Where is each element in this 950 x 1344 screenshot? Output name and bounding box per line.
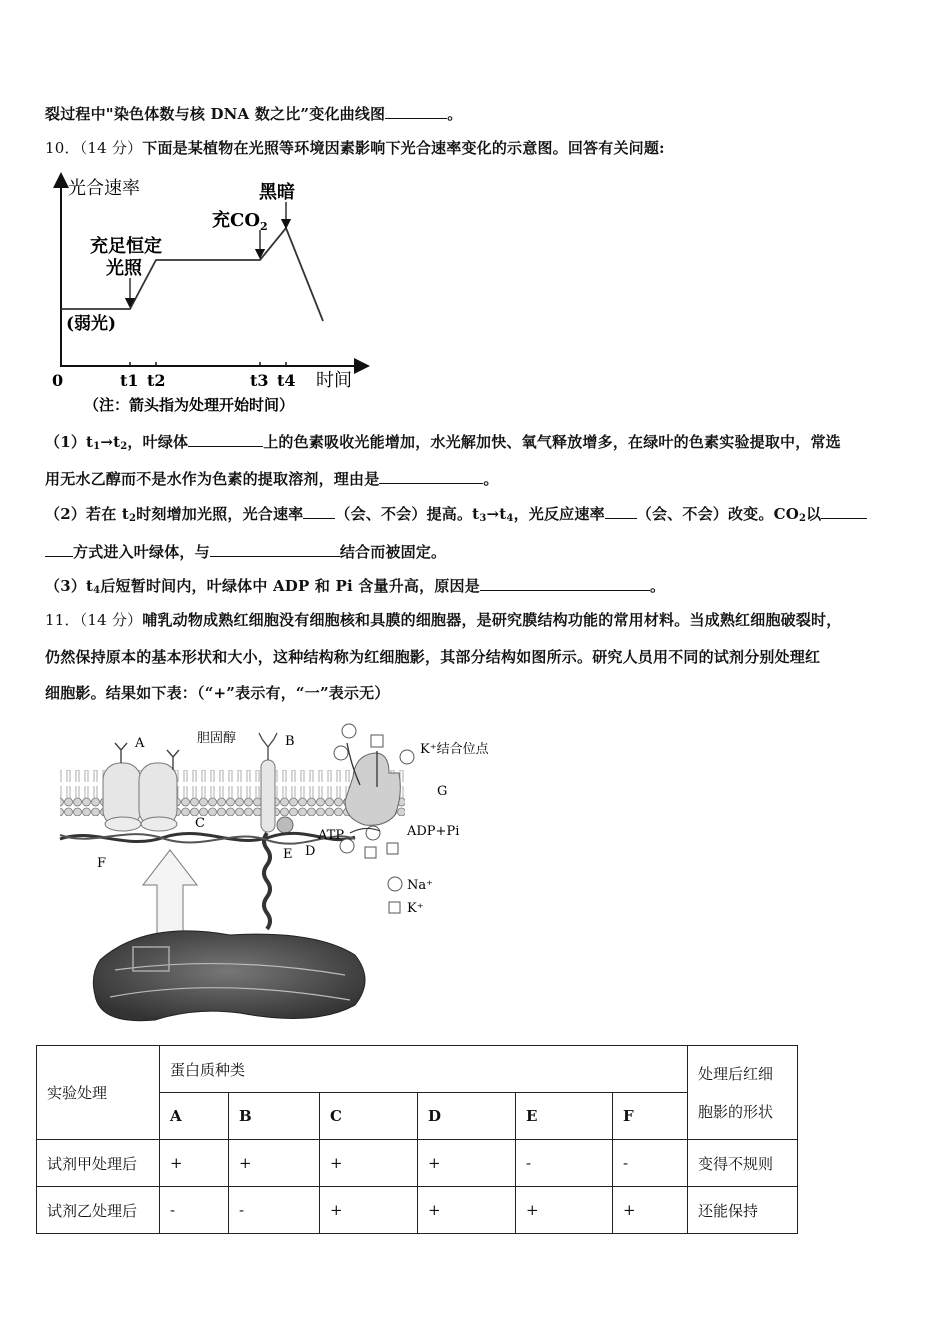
cell: + (418, 1140, 516, 1187)
answer-blank[interactable] (210, 542, 340, 557)
cell: + (320, 1187, 418, 1234)
q10-part2-line2: 方式进入叶绿体，与 结合而被固定。 (45, 541, 446, 562)
cell: + (516, 1187, 613, 1234)
tick-label-t1: t1 (120, 371, 139, 390)
row-name: 试剂甲处理后 (37, 1140, 160, 1187)
answer-blank[interactable] (188, 432, 263, 447)
label-a: A (135, 736, 145, 751)
annotation-co2: 充$CO_2$ (212, 210, 268, 233)
cell: - (229, 1187, 320, 1234)
answer-blank[interactable] (45, 542, 73, 557)
label-adp: ADP+Pi (407, 824, 460, 839)
cell: - (613, 1140, 688, 1187)
cell: - (160, 1187, 229, 1234)
annotation-light-1: 充足恒定 (90, 236, 162, 257)
cell: + (418, 1187, 516, 1234)
row-name: 试剂乙处理后 (37, 1187, 160, 1234)
col-b: B (229, 1093, 320, 1140)
y-axis-label: 光合速率 (68, 178, 140, 199)
q10-stem: 10．（14 分）下面是某植物在光照等环境因素影响下光合速率变化的示意图。回答有关问题: (45, 139, 665, 157)
label-k-site: K⁺结合位点 (420, 742, 489, 757)
col-a: A (160, 1093, 229, 1140)
answer-blank[interactable] (385, 104, 447, 119)
col-f: F (613, 1093, 688, 1140)
legend-na-label: Na⁺ (407, 878, 433, 893)
protein-c-2 (141, 817, 177, 831)
red-cell-ghost (93, 931, 365, 1021)
q10-part1-line1: $(1)t_1\to t_2$，叶绿体 上的色素吸收光能增加，水光解加快、氧气释放增多，在绿叶的色素实验提取中，常选 (45, 433, 841, 452)
answer-blank[interactable] (605, 504, 637, 519)
header-protein: 蛋白质种类 (160, 1046, 688, 1093)
label-c: C (195, 816, 205, 831)
answer-blank[interactable] (480, 576, 650, 591)
label-b: B (285, 734, 295, 749)
answer-blank[interactable] (379, 469, 483, 484)
q11-stem-line1: 11．（14 分）哺乳动物成熟红细胞没有细胞核和具膜的细胞器，是研究膜结构功能的常用材料。当成熟红细胞破裂时， (45, 611, 842, 629)
protein-g-pump (345, 753, 400, 825)
legend-k-label: K⁺ (407, 901, 424, 916)
header-shape: 处理后红细 胞影的形状 (688, 1046, 798, 1140)
q11-stem-line2: 仍然保持原本的基本形状和大小，这种结构称为红细胞影，其部分结构如图所示。研究人员用不同的试剂分别处理红 (45, 648, 821, 666)
q10-part1-line2: 用无水乙醇而不是水作为色素的提取溶剂，理由是 。 (45, 470, 499, 488)
cell: + (160, 1140, 229, 1187)
q10-part2-line1: （2）若在 $t_2$时刻增加光照，光合速率 （会、不会）提高。$t_3\to t_4$，光反应速率 （会、不会）改变。$CO_2$以 (45, 503, 867, 524)
cell: + (229, 1140, 320, 1187)
label-f: F (97, 856, 107, 871)
table-row (37, 1187, 798, 1234)
col-c: C (320, 1093, 418, 1140)
x-axis-label: 时间 (316, 370, 352, 391)
figure-note: （注：箭头指为处理开始时间） (84, 396, 295, 414)
origin-label: 0 (52, 371, 64, 390)
protein-d (277, 817, 293, 833)
table-row (37, 1140, 798, 1187)
answer-blank[interactable] (821, 504, 867, 519)
legend-na-symbol (388, 877, 402, 891)
label-d: D (305, 844, 316, 859)
q11-stem-line3: 细胞影。结果如下表：（“+”表示有，“一”表示无） (45, 684, 390, 702)
label-e: E (283, 847, 293, 862)
q10-part3: $(3)t_4$后短暂时间内，叶绿体中 ADP 和 Pi 含量升高，原因是 。 (45, 577, 666, 596)
header-treatment: 实验处理 (37, 1046, 160, 1140)
tick-label-t3: t3 (250, 371, 269, 390)
results-table (36, 1045, 798, 1234)
shape-cell: 变得不规则 (688, 1140, 798, 1187)
annotation-weak-light: (弱光) (66, 314, 117, 334)
photosynthesis-rate-chart (40, 172, 380, 422)
protein-b (261, 760, 275, 832)
cell: - (516, 1140, 613, 1187)
line-q9-tail: 裂过程中"染色体数与核 DNA 数之比”变化曲线图 。 (45, 105, 463, 123)
tick-label-t4: t4 (277, 371, 296, 390)
annotation-light-2: 光照 (106, 258, 142, 279)
col-d: D (418, 1093, 516, 1140)
answer-blank[interactable] (303, 504, 335, 519)
cell: + (613, 1187, 688, 1234)
annotation-dark: 黑暗 (259, 182, 295, 203)
tick-label-t2: t2 (147, 371, 166, 390)
label-g: G (437, 784, 448, 799)
legend-k-symbol (389, 902, 400, 913)
cell: + (320, 1140, 418, 1187)
protein-e (264, 833, 270, 929)
label-chol: 胆固醇 (197, 731, 237, 746)
col-e: E (516, 1093, 613, 1140)
shape-cell: 还能保持 (688, 1187, 798, 1234)
protein-c (105, 817, 141, 831)
label-atp: ATP (318, 828, 345, 843)
rbc-membrane-diagram (55, 715, 515, 1035)
